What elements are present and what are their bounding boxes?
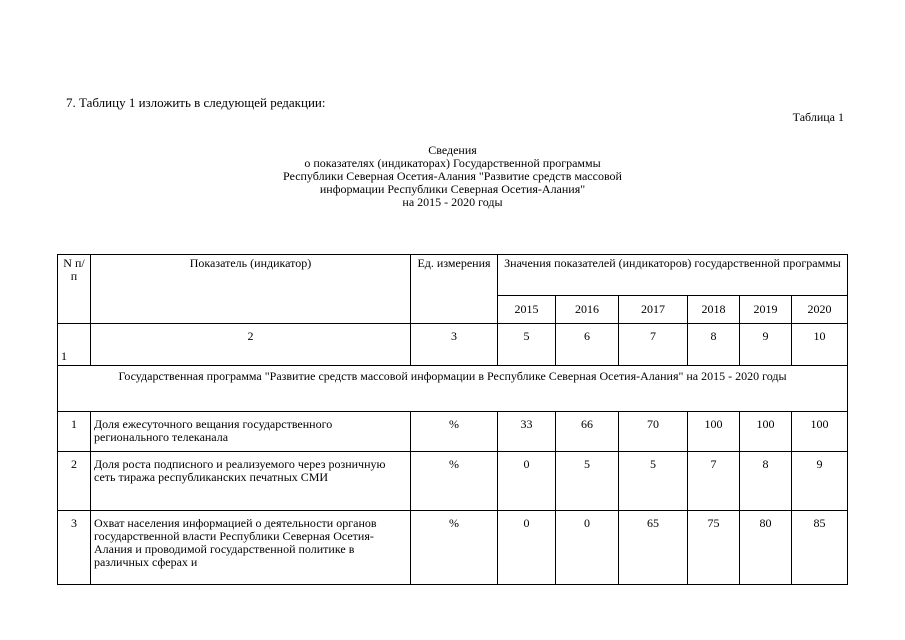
header-year: 2018: [688, 296, 740, 324]
row-value: 80: [740, 511, 792, 585]
header-row: [58, 255, 848, 296]
table-row: [58, 511, 848, 585]
row-value: 75: [688, 511, 740, 585]
caption-line: Сведения: [428, 143, 477, 157]
index-cell: 1: [58, 324, 91, 366]
table-row: [58, 412, 848, 452]
row-num: 1: [58, 412, 91, 452]
caption-line: о показателях (индикаторах) Государственной программы: [304, 156, 601, 170]
table-caption: [200, 144, 705, 209]
row-indicator: Доля роста подписного и реализуемого через розничную сеть тиража республиканских печатных СМИ: [91, 452, 411, 511]
row-value: 0: [498, 452, 556, 511]
caption-line: на 2015 - 2020 годы: [402, 195, 503, 209]
header-unit: Ед. измерения: [411, 255, 498, 324]
table-row: [58, 452, 848, 511]
index-cell: 5: [498, 324, 556, 366]
section-row: [58, 366, 848, 412]
index-cell: 8: [688, 324, 740, 366]
row-value: 100: [792, 412, 848, 452]
row-value: 9: [792, 452, 848, 511]
index-cell: 3: [411, 324, 498, 366]
row-value: 8: [740, 452, 792, 511]
row-unit: %: [411, 452, 498, 511]
row-unit: %: [411, 511, 498, 585]
intro-text: 7. Таблицу 1 изложить в следующей редакции:: [66, 95, 326, 110]
index-row: [58, 324, 848, 366]
table-label: Таблица 1: [792, 110, 844, 124]
row-value: 70: [619, 412, 688, 452]
row-value: 7: [688, 452, 740, 511]
header-year: 2017: [619, 296, 688, 324]
row-num: 2: [58, 452, 91, 511]
index-cell: 7: [619, 324, 688, 366]
header-values-group: Значения показателей (индикаторов) государственной программы: [498, 255, 848, 296]
row-value: 66: [556, 412, 619, 452]
row-indicator: Охват населения информацией о деятельности органов государственной власти Республики Северная Осетия-Алания и проводимой государственной политике в различных сферах и: [91, 511, 411, 585]
row-num: 3: [58, 511, 91, 585]
index-cell: 9: [740, 324, 792, 366]
row-value: 85: [792, 511, 848, 585]
row-value: 65: [619, 511, 688, 585]
index-cell: 10: [792, 324, 848, 366]
row-indicator: Доля ежесуточного вещания государственного регионального телеканала: [91, 412, 411, 452]
caption-line: Республики Северная Осетия-Алания "Развитие средств массовой: [283, 169, 622, 183]
row-value: 100: [740, 412, 792, 452]
header-year: 2020: [792, 296, 848, 324]
row-value: 0: [498, 511, 556, 585]
row-value: 33: [498, 412, 556, 452]
row-value: 5: [619, 452, 688, 511]
header-year: 2016: [556, 296, 619, 324]
caption-line: информации Республики Северная Осетия-Алания": [319, 182, 586, 196]
indicators-table: [57, 254, 848, 585]
section-title: Государственная программа "Развитие средств массовой информации в Республике Северная Осетия-Алания" на 2015 - 2020 годы: [58, 366, 848, 412]
header-indicator: Показатель (индикатор): [91, 255, 411, 324]
index-cell: 2: [91, 324, 411, 366]
row-value: 5: [556, 452, 619, 511]
row-value: 100: [688, 412, 740, 452]
header-num: N п/п: [58, 255, 91, 324]
header-year: 2019: [740, 296, 792, 324]
header-year: 2015: [498, 296, 556, 324]
row-unit: %: [411, 412, 498, 452]
index-cell: 6: [556, 324, 619, 366]
row-value: 0: [556, 511, 619, 585]
